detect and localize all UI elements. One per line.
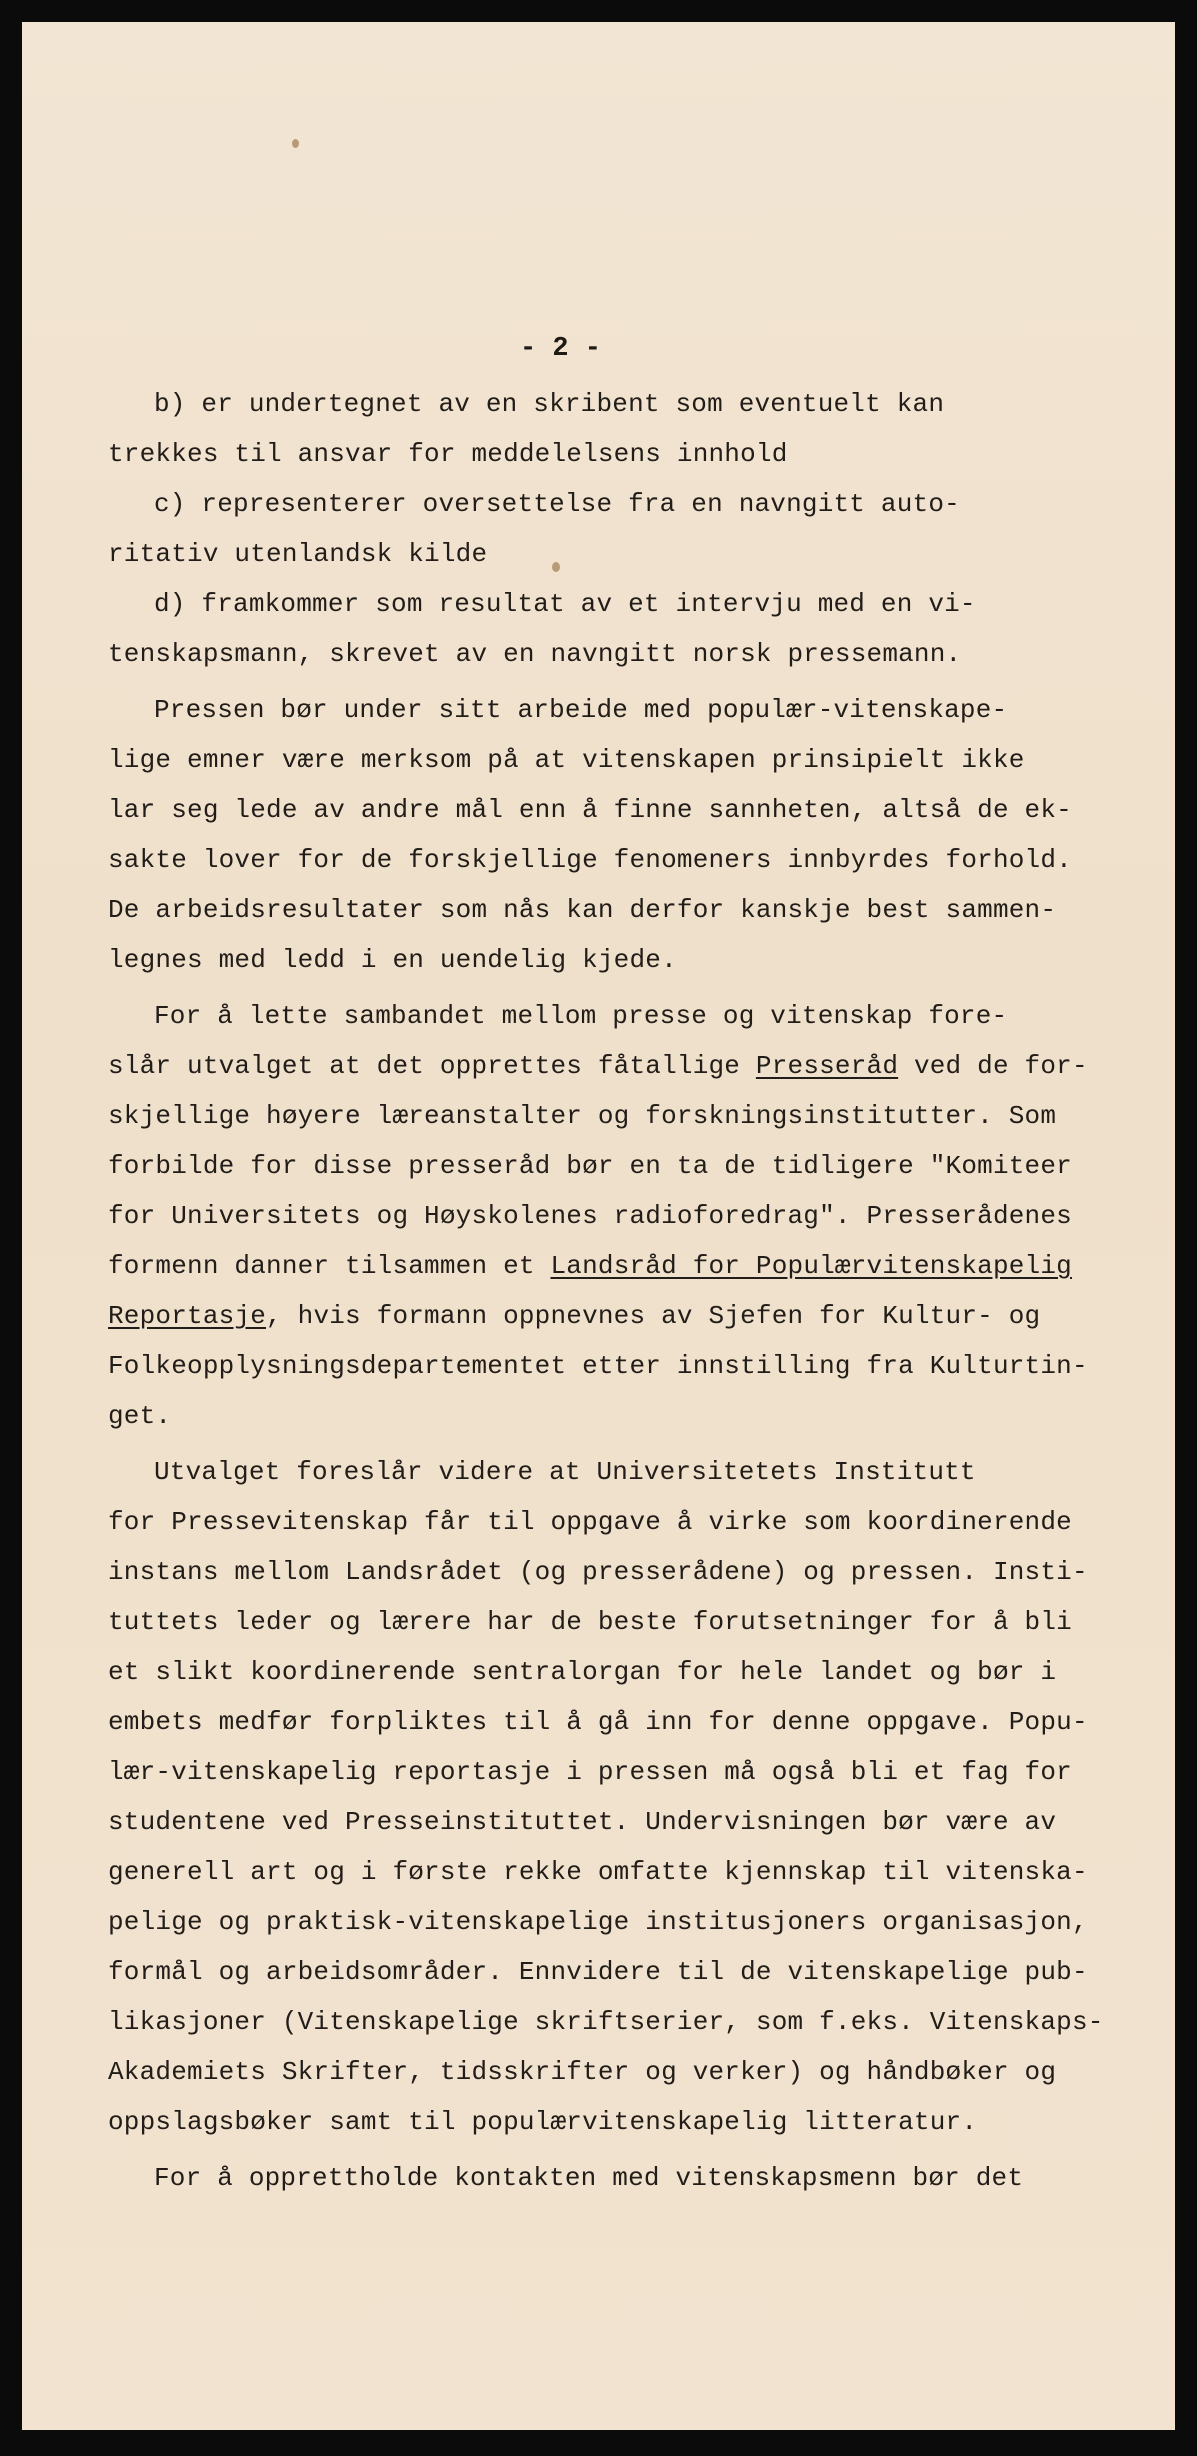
line-text: Utvalget foreslår videre at Universitetets Institutt bbox=[154, 1457, 976, 1487]
line-text: b) er undertegnet av en skribent som eventuelt kan bbox=[154, 389, 945, 419]
text-line bbox=[108, 1101, 1128, 1151]
line-text: sakte lover for de forskjellige fenomeners innbyrdes forhold. bbox=[108, 845, 1072, 875]
line-text: skjellige høyere læreanstalter og forskningsinstitutter. Som bbox=[108, 1101, 1057, 1131]
text-line bbox=[108, 1957, 1128, 2007]
line-text: tenskapsmann, skrevet av en navngitt norsk pressemann. bbox=[108, 639, 962, 669]
text-line bbox=[108, 489, 1128, 539]
line-text: tuttets leder og lærere har de beste forutsetninger for å bli bbox=[108, 1607, 1072, 1637]
line-text: et slikt koordinerende sentralorgan for hele landet og bør i bbox=[108, 1657, 1057, 1687]
line-text: Akademiets Skrifter, tidsskrifter og verker) og håndbøker og bbox=[108, 2057, 1057, 2087]
line-text: embets medfør forpliktes til å gå inn for denne oppgave. Popu- bbox=[108, 1707, 1088, 1737]
line-text: get. bbox=[108, 1401, 172, 1431]
document-page bbox=[22, 22, 1175, 2430]
line-text: Pressen bør under sitt arbeide med populær-vitenskape- bbox=[154, 695, 1008, 725]
text-line bbox=[108, 1907, 1128, 1957]
text-line bbox=[108, 1301, 1128, 1351]
text-line bbox=[108, 2007, 1128, 2057]
text-line bbox=[108, 389, 1128, 439]
line-text: c) representerer oversettelse fra en navngitt auto- bbox=[154, 489, 960, 519]
line-text: For å opprettholde kontakten med vitenskapsmenn bør det bbox=[154, 2163, 1024, 2193]
line-text: slår utvalget at det opprettes fåtallige bbox=[108, 1051, 756, 1081]
text-line bbox=[108, 2057, 1128, 2107]
text-line bbox=[108, 1251, 1128, 1301]
line-text: lar seg lede av andre mål enn å finne sannheten, altså de ek- bbox=[108, 795, 1072, 825]
text-line bbox=[108, 895, 1128, 945]
line-text: ritativ utenlandsk kilde bbox=[108, 539, 488, 569]
text-line bbox=[108, 1557, 1128, 1607]
line-text: formenn danner tilsammen et bbox=[108, 1251, 551, 1281]
line-text: legnes med ledd i en uendelig kjede. bbox=[108, 945, 677, 975]
line-text: De arbeidsresultater som nås kan derfor kanskje best sammen- bbox=[108, 895, 1057, 925]
underlined-term: Landsråd for Populærvitenskapelig bbox=[550, 1251, 1072, 1281]
line-text-after: , hvis formann oppnevnes av Sjefen for Kultur- og bbox=[266, 1301, 1041, 1331]
document-body bbox=[108, 389, 1128, 2213]
line-text: generell art og i første rekke omfatte kjennskap til vitenska- bbox=[108, 1857, 1088, 1887]
underlined-term: Presseråd bbox=[755, 1051, 899, 1081]
line-text: formål og arbeidsområder. Ennvidere til de vitenskapelige pub- bbox=[108, 1957, 1088, 1987]
text-line bbox=[108, 1151, 1128, 1201]
text-line bbox=[108, 589, 1128, 639]
text-line bbox=[108, 1657, 1128, 1707]
line-text: lær-vitenskapelig reportasje i pressen må også bli et fag for bbox=[108, 1757, 1072, 1787]
line-text: lige emner være merksom på at vitenskapen prinsipielt ikke bbox=[108, 745, 1025, 775]
line-text: trekkes til ansvar for meddelelsens innhold bbox=[108, 439, 788, 469]
text-line bbox=[108, 1001, 1128, 1051]
text-line bbox=[108, 1401, 1128, 1451]
text-line bbox=[108, 2163, 1128, 2213]
line-text: pelige og praktisk-vitenskapelige institusjoners organisasjon, bbox=[108, 1907, 1088, 1937]
text-line bbox=[108, 1757, 1128, 1807]
text-line bbox=[108, 1457, 1128, 1507]
text-line bbox=[108, 1507, 1128, 1557]
text-line bbox=[108, 1051, 1128, 1101]
text-line bbox=[108, 2107, 1128, 2157]
text-line bbox=[108, 1707, 1128, 1757]
text-line bbox=[108, 1807, 1128, 1857]
text-line bbox=[108, 1351, 1128, 1401]
text-line bbox=[108, 745, 1128, 795]
text-line bbox=[108, 795, 1128, 845]
line-text: likasjoner (Vitenskapelige skriftserier, som f.eks. Vitenskaps- bbox=[108, 2007, 1104, 2037]
underlined-term: Reportasje bbox=[108, 1301, 267, 1331]
text-line bbox=[108, 1857, 1128, 1907]
line-text: instans mellom Landsrådet (og presserådene) og pressen. Insti- bbox=[108, 1557, 1088, 1587]
line-text: forbilde for disse presseråd bør en ta de tidligere "Komiteer bbox=[108, 1151, 1072, 1181]
text-line bbox=[108, 639, 1128, 689]
line-text: d) framkommer som resultat av et intervju med en vi- bbox=[154, 589, 976, 619]
line-text: Folkeopplysningsdepartementet etter innstilling fra Kulturtin- bbox=[108, 1351, 1088, 1381]
text-line bbox=[108, 845, 1128, 895]
text-line bbox=[108, 695, 1128, 745]
text-line bbox=[108, 1201, 1128, 1251]
line-text: for Universitets og Høyskolenes radioforedrag". Presserådenes bbox=[108, 1201, 1072, 1231]
line-text: for Pressevitenskap får til oppgave å virke som koordinerende bbox=[108, 1507, 1072, 1537]
line-text: oppslagsbøker samt til populærvitenskapelig litteratur. bbox=[108, 2107, 978, 2137]
page-number: - 2 - bbox=[520, 334, 602, 364]
line-text-after: ved de for- bbox=[898, 1051, 1088, 1081]
text-line bbox=[108, 539, 1128, 589]
text-line bbox=[108, 1607, 1128, 1657]
text-line bbox=[108, 439, 1128, 489]
paper-stain bbox=[292, 139, 299, 148]
line-text: studentene ved Presseinstituttet. Undervisningen bør være av bbox=[108, 1807, 1057, 1837]
line-text: For å lette sambandet mellom presse og vitenskap fore- bbox=[154, 1001, 1008, 1031]
text-line bbox=[108, 945, 1128, 995]
